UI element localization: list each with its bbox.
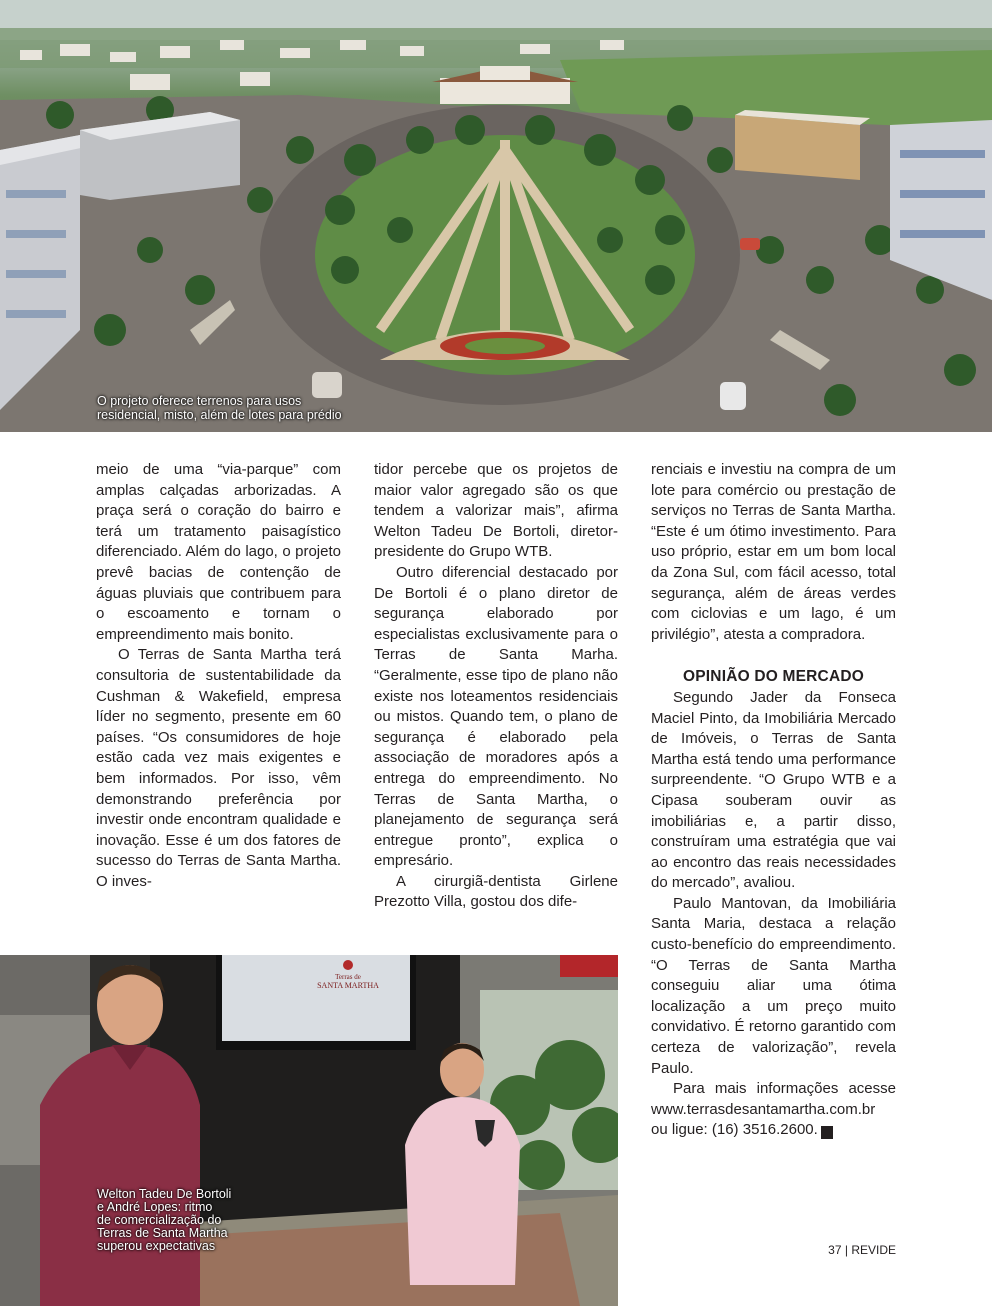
body-paragraph: renciais e investiu na compra de um lote para comércio ou prestação de serviços no Terras de Santa Martha. “Este é um ótimo investimento. Para uso próprio, estar em um bom local da Zona Sul, com fácil acesso, total segurança, além de áreas verdes com ciclovias e um lago, é um privilégio”, atesta a compradora. <box>651 461 896 643</box>
photo-caption-line: e André Lopes: ritmo <box>97 1200 213 1214</box>
page-folio <box>784 1243 896 1257</box>
magazine-name: REVIDE <box>851 1243 896 1257</box>
photo-caption-line: Welton Tadeu De Bortoli <box>97 1187 232 1201</box>
screen-logo-line1: Terras de <box>335 973 361 981</box>
end-of-article-mark: r <box>821 1126 833 1139</box>
page-number: 37 <box>828 1243 842 1257</box>
photo-caption-line: Terras de Santa Martha <box>97 1226 228 1240</box>
body-paragraph: Outro diferencial destacado por De Bortoli é o plano diretor de segurança elaborado por especialistas exclusivamente para o Terras de Santa Marha. “Geralmente, esse tipo de plano não existe nos loteamentos residenciais ou mistos. Quando tem, o plano de segurança é elaborado pela associação de moradores após a entrega do empreendimento. No Terras de Santa Martha, o planejamento de segurança será entregue pronto”, explica o empresário. <box>374 563 618 870</box>
body-paragraph: Segundo Jader da Fonseca Maciel Pinto, da Imobiliária Mercado de Imóveis, o Terras de Santa Martha está tendo uma performance surpreendente. “O Grupo WTB e a Cipasa souberam ouvir as imobiliárias e, a partir disso, construíram uma estratégia que vai ao encontro das reais necessidades do mercado”, avaliou. <box>651 688 896 892</box>
body-paragraph: tidor percebe que os projetos de maior valor agregado são os que tendem a valorizar mais”, afirma Welton Tadeu De Bortoli, diretor-presidente do Grupo WTB. <box>374 461 618 561</box>
interview-photo <box>0 955 618 1306</box>
text-column-1 <box>96 460 341 892</box>
text-column-3 <box>651 460 896 1141</box>
text-column-2 <box>374 460 618 913</box>
photo-caption-line: de comercialização do <box>97 1213 222 1227</box>
hero-caption-line: O projeto oferece terrenos para usos <box>97 394 302 408</box>
aerial-rendering-illustration <box>0 0 992 432</box>
photo-illustration <box>0 955 618 1306</box>
body-paragraph: Paulo Mantovan, da Imobiliária Santa Maria, destaca a relação custo-benefício do empreendimento. “O Terras de Santa Martha conseguiu aliar uma ótima localização a um preço muito convidativo. É retorno garantido com certeza de valorização”, revela Paulo. <box>651 894 896 1077</box>
photo-caption-line: superou expectativas <box>97 1239 216 1253</box>
body-paragraph: meio de uma “via-parque” com amplas calçadas arborizadas. A praça será o coração do bairro e terá um tratamento paisagístico diferenciado. Além do lago, o projeto prevê bacias de contenção de águas pluviais que contribuem para o escoamento e tornam o empreendimento mais bonito. <box>96 461 341 643</box>
hero-caption <box>97 394 397 422</box>
section-heading: OPINIÃO DO MERCADO <box>683 668 864 686</box>
folio-separator: | <box>844 1243 848 1257</box>
hero-caption-line: residencial, misto, além de lotes para prédio <box>97 408 342 422</box>
aerial-rendering-image <box>0 0 992 432</box>
contact-paragraph <box>651 1079 896 1141</box>
body-paragraph: O Terras de Santa Martha terá consultoria de sustentabilidade da Cushman & Wakefield, empresa líder no segmento, presente em 60 países. “Os consumidores de hoje estão cada vez mais exigentes e bem informados. Por isso, vêm demonstrando preferência por investir onde encontram qualidade e inovação. Esse é um dos fatores de sucesso do Terras de Santa Martha. O inves- <box>96 646 341 890</box>
photo-caption <box>97 1188 257 1253</box>
screen-logo-line2: SANTA MARTHA <box>317 981 379 990</box>
body-paragraph: A cirurgiã-dentista Girlene Prezotto Villa, gostou dos dife- <box>374 872 618 911</box>
contact-text: Para mais informações acesse www.terrasdesantamartha.com.br ou ligue: (16) 3516.2600. <box>651 1080 896 1139</box>
